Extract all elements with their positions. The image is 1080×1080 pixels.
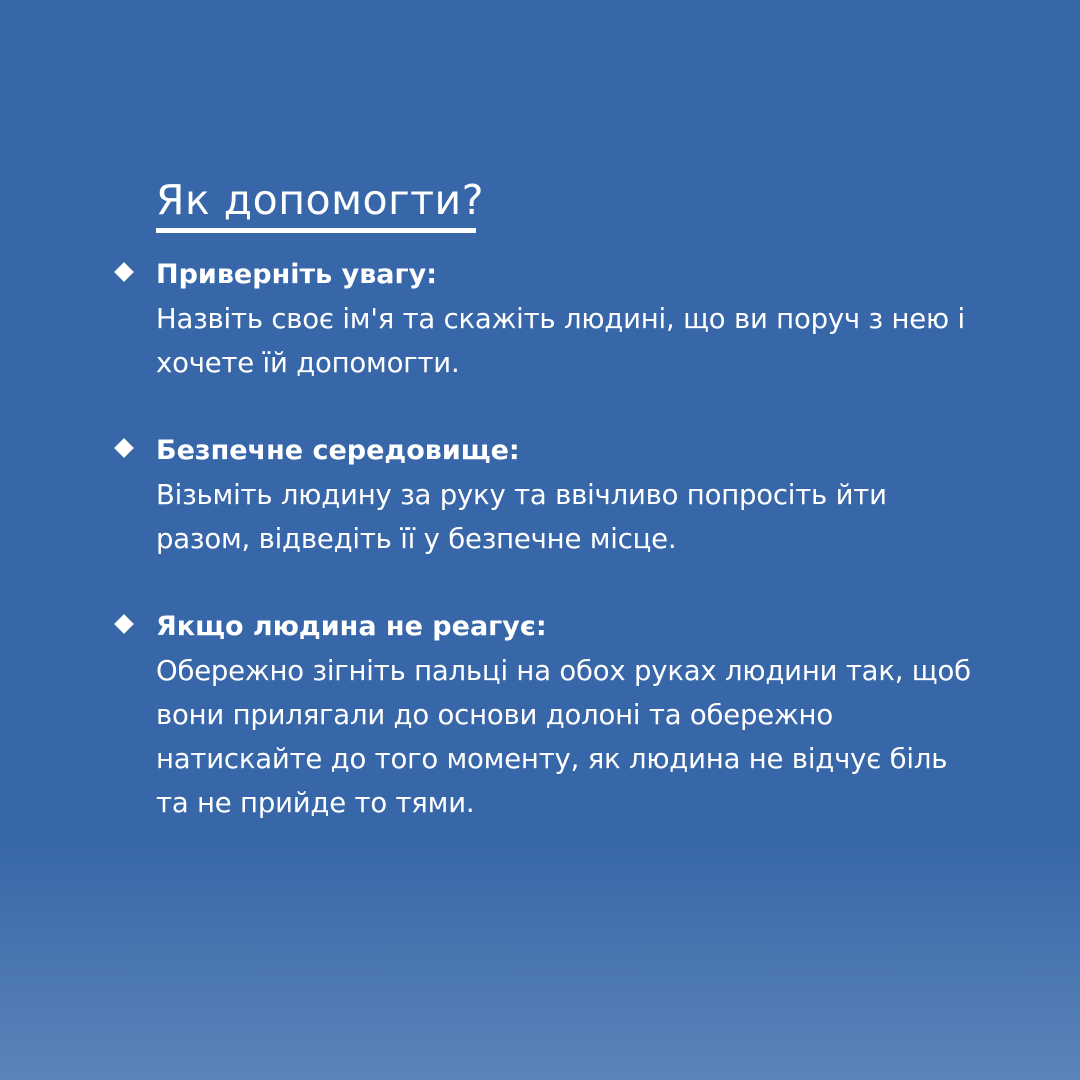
- item-heading: Якщо людина не реагує:: [156, 611, 547, 642]
- diamond-bullet-icon: [114, 438, 134, 458]
- item-body: Візьміть людину за руку та ввічливо попросіть йти разом, відведіть її у безпечне місце.: [156, 479, 887, 555]
- list-item: [156, 605, 976, 825]
- diamond-bullet-icon: [114, 262, 134, 282]
- item-body: Обережно зігніть пальці на обох руках людини так, щоб вони прилягали до основи долоні та обережно натискайте до того моменту, як людина не відчує біль та не прийде то тями.: [156, 655, 971, 819]
- list-item: [156, 253, 976, 385]
- item-heading: Безпечне середовище:: [156, 435, 520, 466]
- page-title: Як допомогти?: [156, 176, 484, 224]
- diamond-bullet-icon: [114, 614, 134, 634]
- title-underline: [156, 228, 476, 233]
- tips-list: [156, 253, 976, 869]
- item-body: Назвіть своє ім'я та скажіть людині, що ви поруч з нею і хочете їй допомогти.: [156, 303, 965, 379]
- title-block: [156, 174, 484, 233]
- item-heading: Приверніть увагу:: [156, 259, 438, 290]
- list-item: [156, 429, 976, 561]
